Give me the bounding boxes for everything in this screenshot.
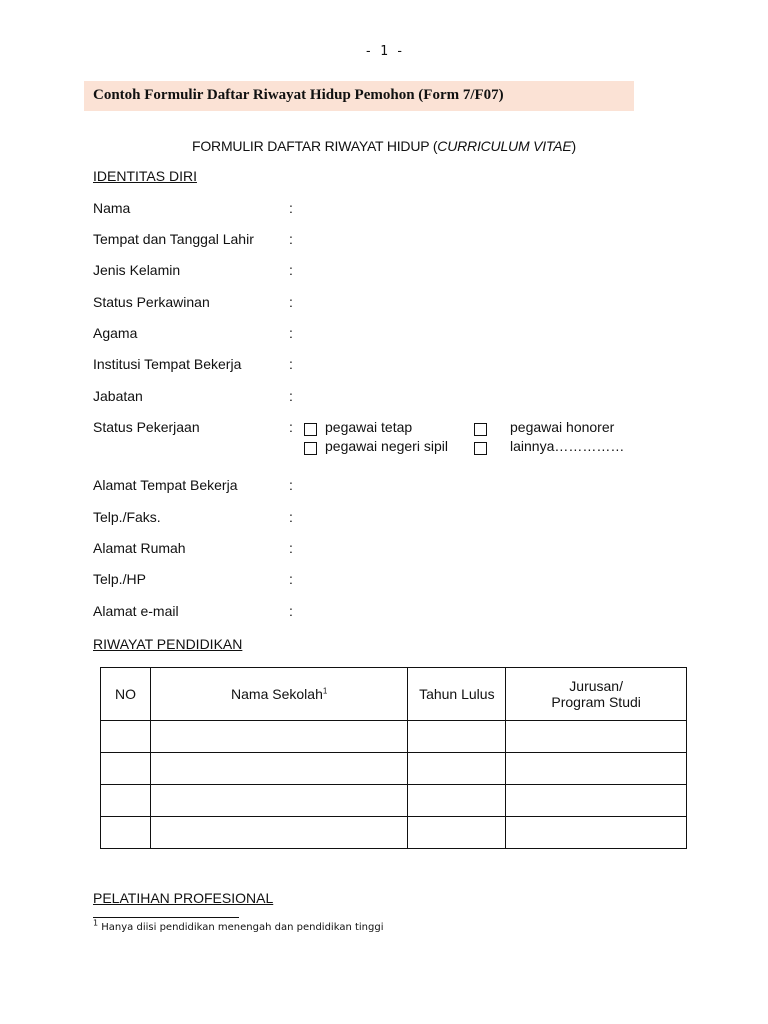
table-cell[interactable] xyxy=(101,817,151,849)
field-colon: : xyxy=(289,603,293,619)
form-banner xyxy=(84,81,634,111)
table-cell[interactable] xyxy=(408,753,506,785)
field-colon: : xyxy=(289,509,293,525)
field-agama[interactable] xyxy=(93,325,653,345)
option-lainnya: lainnya…………… xyxy=(510,438,625,454)
field-colon: : xyxy=(289,231,293,247)
table-row xyxy=(101,817,687,849)
field-colon: : xyxy=(289,477,293,493)
table-cell[interactable] xyxy=(506,785,687,817)
field-colon: : xyxy=(289,571,293,587)
table-cell[interactable] xyxy=(150,721,408,753)
field-label: Agama xyxy=(93,325,138,341)
table-cell[interactable] xyxy=(506,721,687,753)
field-jabatan[interactable] xyxy=(93,388,653,408)
checkbox-pegawai-honorer[interactable] xyxy=(474,423,487,436)
field-institusi[interactable] xyxy=(93,356,653,376)
field-label: Nama xyxy=(93,200,131,216)
field-colon: : xyxy=(289,325,293,341)
field-label: Status Pekerjaan xyxy=(93,419,200,435)
field-label: Jabatan xyxy=(93,388,143,404)
field-colon: : xyxy=(289,262,293,278)
table-header-row xyxy=(101,668,687,721)
table-cell[interactable] xyxy=(150,785,408,817)
field-colon: : xyxy=(289,356,293,372)
column-header-major-line2: Program Studi xyxy=(551,694,641,710)
form-title-close: ) xyxy=(571,138,576,154)
field-colon: : xyxy=(289,540,293,556)
footnote-ref: 1 xyxy=(322,686,328,696)
field-alamat-email[interactable] xyxy=(93,603,653,623)
field-telp-faks[interactable] xyxy=(93,509,653,529)
table-row xyxy=(101,753,687,785)
field-label: Alamat Rumah xyxy=(93,540,186,556)
table-cell[interactable] xyxy=(408,721,506,753)
field-label: Telp./HP xyxy=(93,571,146,587)
table-cell[interactable] xyxy=(506,753,687,785)
field-status-pekerjaan xyxy=(93,419,653,459)
identity-heading: IDENTITAS DIRI xyxy=(93,168,197,184)
footnote-text: Hanya diisi pendidikan menengah dan pendidikan tinggi xyxy=(101,922,384,933)
checkbox-pegawai-tetap[interactable] xyxy=(304,423,317,436)
table-cell[interactable] xyxy=(408,817,506,849)
column-header-school-label: Nama Sekolah xyxy=(231,686,323,702)
field-label: Status Perkawinan xyxy=(93,294,210,310)
form-title-italic: CURRICULUM VITAE xyxy=(437,138,572,154)
column-header-year: Tahun Lulus xyxy=(408,668,506,721)
field-telp-hp[interactable] xyxy=(93,571,653,591)
field-status-perkawinan[interactable] xyxy=(93,294,653,314)
field-label: Alamat Tempat Bekerja xyxy=(93,477,238,493)
checkbox-lainnya[interactable] xyxy=(474,442,487,455)
table-row xyxy=(101,721,687,753)
checkbox-pegawai-negeri-sipil[interactable] xyxy=(304,442,317,455)
education-heading: RIWAYAT PENDIDIKAN xyxy=(93,636,243,652)
field-tempat-tanggal-lahir[interactable] xyxy=(93,231,653,251)
field-label: Alamat e-mail xyxy=(93,603,179,619)
field-colon: : xyxy=(289,419,293,435)
page-number: - 1 - xyxy=(364,44,404,59)
field-nama[interactable] xyxy=(93,200,653,220)
field-label: Jenis Kelamin xyxy=(93,262,181,278)
field-colon: : xyxy=(289,294,293,310)
field-label: Telp./Faks. xyxy=(93,509,161,525)
field-colon: : xyxy=(289,200,293,216)
table-cell[interactable] xyxy=(150,817,408,849)
option-pegawai-honorer: pegawai honorer xyxy=(510,419,615,435)
table-cell[interactable] xyxy=(101,785,151,817)
table-cell[interactable] xyxy=(506,817,687,849)
field-label: Institusi Tempat Bekerja xyxy=(93,356,242,372)
table-cell[interactable] xyxy=(101,721,151,753)
table-cell[interactable] xyxy=(408,785,506,817)
footnote-divider xyxy=(93,917,239,918)
footnote xyxy=(93,918,384,933)
banner-title: Contoh Formulir Daftar Riwayat Hidup Pemohon (Form 7/F07) xyxy=(93,87,504,103)
table-cell[interactable] xyxy=(150,753,408,785)
form-title-main: FORMULIR DAFTAR RIWAYAT HIDUP ( xyxy=(192,138,438,154)
field-jenis-kelamin[interactable] xyxy=(93,262,653,282)
field-colon: : xyxy=(289,388,293,404)
column-header-no: NO xyxy=(101,668,151,721)
education-table xyxy=(100,667,687,849)
field-alamat-tempat-bekerja[interactable] xyxy=(93,477,653,497)
column-header-major-line1: Jurusan/ xyxy=(569,678,623,694)
field-label: Tempat dan Tanggal Lahir xyxy=(93,231,254,247)
footnote-marker: 1 xyxy=(93,918,99,928)
option-pegawai-negeri-sipil: pegawai negeri sipil xyxy=(325,438,448,454)
column-header-school xyxy=(150,668,408,721)
field-alamat-rumah[interactable] xyxy=(93,540,653,560)
form-title xyxy=(0,138,768,154)
training-heading: PELATIHAN PROFESIONAL xyxy=(93,890,274,906)
option-pegawai-tetap: pegawai tetap xyxy=(325,419,413,435)
table-cell[interactable] xyxy=(101,753,151,785)
table-row xyxy=(101,785,687,817)
column-header-major xyxy=(506,668,687,721)
